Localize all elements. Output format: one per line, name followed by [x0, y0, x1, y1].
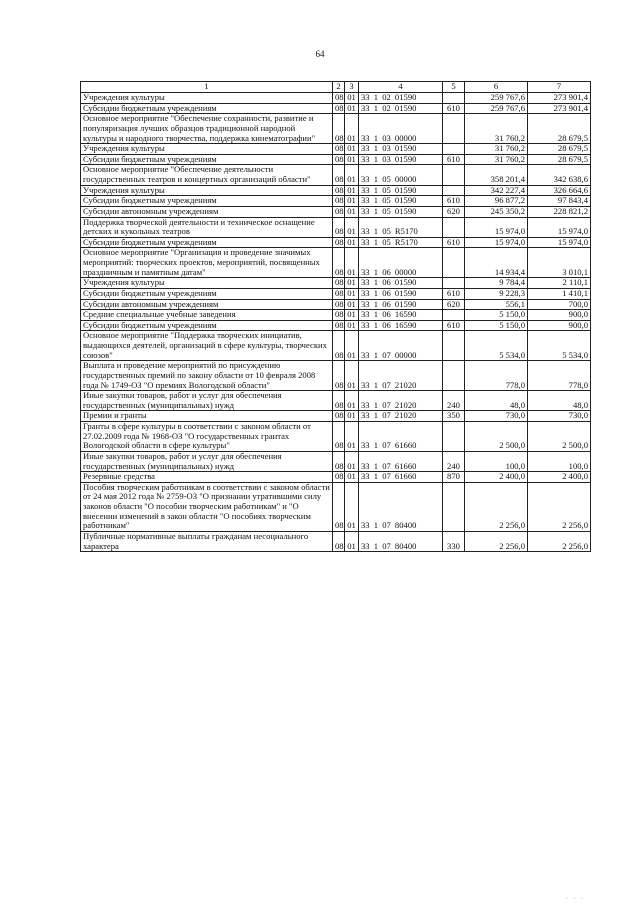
target-article-cell: 33 1 07 80400 [359, 482, 443, 531]
target-article-cell: 33 1 06 01590 [359, 288, 443, 299]
table-row [81, 93, 591, 104]
subsection-code-cell: 01 [345, 531, 359, 551]
row-name-cell: Учреждения культуры [81, 144, 333, 155]
amount-year2-cell: 273 901,4 [528, 93, 591, 104]
target-article-cell: 33 1 05 R5170 [359, 237, 443, 248]
expense-type-cell [443, 144, 465, 155]
row-name-cell: Премии и гранты [81, 411, 333, 422]
table-row [81, 320, 591, 331]
target-article-cell: 33 1 02 01590 [359, 93, 443, 104]
table-row [81, 196, 591, 207]
section-code-cell: 08 [333, 299, 345, 310]
amount-year1-cell: 2 256,0 [465, 482, 528, 531]
section-code-cell: 08 [333, 391, 345, 411]
row-name-cell: Пособия творческим работникам в соответствии с законом области от 24 мая 2012 года № 2759-ОЗ "О признании утратившими силу законов области "О пособии творческим работникам" и "О внесении изменений в закон области "О пособиях творческим работникам" [81, 482, 333, 531]
row-name-cell: Субсидии бюджетным учреждениям [81, 103, 333, 114]
amount-year1-cell: 5 150,0 [465, 310, 528, 321]
page-footer-mark: · · · [566, 896, 585, 902]
amount-year1-cell: 730,0 [465, 411, 528, 422]
target-article-cell: 33 1 05 00000 [359, 165, 443, 185]
amount-year1-cell: 358 201,4 [465, 165, 528, 185]
row-name-cell: Основное мероприятие "Поддержка творческих инициатив, выдающихся деятелей, организаций в сфере культуры, творческих союзов" [81, 331, 333, 361]
row-name-cell: Учреждения культуры [81, 93, 333, 104]
amount-year2-cell: 778,0 [528, 361, 591, 391]
column-header: 2 [333, 82, 345, 93]
subsection-code-cell: 01 [345, 391, 359, 411]
subsection-code-cell: 01 [345, 103, 359, 114]
table-row [81, 451, 591, 471]
expense-type-cell [443, 361, 465, 391]
subsection-code-cell: 01 [345, 196, 359, 207]
row-name-cell: Учреждения культуры [81, 185, 333, 196]
section-code-cell: 08 [333, 114, 345, 144]
target-article-cell: 33 1 06 01590 [359, 278, 443, 289]
section-code-cell: 08 [333, 310, 345, 321]
amount-year2-cell: 1 410,1 [528, 288, 591, 299]
subsection-code-cell: 01 [345, 472, 359, 483]
target-article-cell: 33 1 03 01590 [359, 154, 443, 165]
target-article-cell: 33 1 05 R5170 [359, 217, 443, 237]
row-name-cell: Субсидии бюджетным учреждениям [81, 288, 333, 299]
section-code-cell: 08 [333, 144, 345, 155]
expense-type-cell: 240 [443, 451, 465, 471]
amount-year1-cell: 15 974,0 [465, 237, 528, 248]
subsection-code-cell: 01 [345, 299, 359, 310]
amount-year2-cell: 28 679,5 [528, 144, 591, 155]
section-code-cell: 08 [333, 472, 345, 483]
expense-type-cell: 240 [443, 391, 465, 411]
section-code-cell: 08 [333, 320, 345, 331]
column-header: 4 [359, 82, 443, 93]
expense-type-cell [443, 248, 465, 278]
amount-year1-cell: 48,0 [465, 391, 528, 411]
row-name-cell: Иные закупки товаров, работ и услуг для обеспечения государственных (муниципальных) нужд [81, 391, 333, 411]
table-row [81, 278, 591, 289]
table-row [81, 154, 591, 165]
table-row [81, 422, 591, 452]
target-article-cell: 33 1 07 00000 [359, 331, 443, 361]
section-code-cell: 08 [333, 237, 345, 248]
amount-year2-cell: 97 843,4 [528, 196, 591, 207]
subsection-code-cell: 01 [345, 422, 359, 452]
section-code-cell: 08 [333, 361, 345, 391]
expense-type-cell [443, 422, 465, 452]
amount-year1-cell: 778,0 [465, 361, 528, 391]
table-row [81, 472, 591, 483]
subsection-code-cell: 01 [345, 206, 359, 217]
table-row [81, 531, 591, 551]
expense-type-cell [443, 114, 465, 144]
table-row [81, 248, 591, 278]
expense-type-cell: 610 [443, 237, 465, 248]
amount-year2-cell: 100,0 [528, 451, 591, 471]
amount-year1-cell: 15 974,0 [465, 217, 528, 237]
amount-year1-cell: 9 784,4 [465, 278, 528, 289]
table-row [81, 217, 591, 237]
section-code-cell: 08 [333, 154, 345, 165]
amount-year2-cell: 342 638,6 [528, 165, 591, 185]
amount-year2-cell: 2 500,0 [528, 422, 591, 452]
section-code-cell: 08 [333, 422, 345, 452]
expense-type-cell [443, 482, 465, 531]
row-name-cell: Гранты в сфере культуры в соответствии с законом области от 27.02.2009 года № 1968-ОЗ "О государственных грантах Вологодской области в сфере культуры" [81, 422, 333, 452]
table-row [81, 331, 591, 361]
table-row [81, 144, 591, 155]
expense-type-cell [443, 185, 465, 196]
amount-year2-cell: 15 974,0 [528, 217, 591, 237]
subsection-code-cell: 01 [345, 320, 359, 331]
amount-year2-cell: 3 010,1 [528, 248, 591, 278]
amount-year1-cell: 5 534,0 [465, 331, 528, 361]
row-name-cell: Основное мероприятие "Обеспечение сохранности, развитие и популяризация лучших образцов традиционной народной культуры и народного творчества, поддержка кинематографии" [81, 114, 333, 144]
amount-year2-cell: 48,0 [528, 391, 591, 411]
section-code-cell: 08 [333, 185, 345, 196]
amount-year2-cell: 700,0 [528, 299, 591, 310]
row-name-cell: Субсидии бюджетным учреждениям [81, 320, 333, 331]
table-row [81, 361, 591, 391]
column-header: 3 [345, 82, 359, 93]
subsection-code-cell: 01 [345, 248, 359, 278]
amount-year1-cell: 31 760,2 [465, 114, 528, 144]
target-article-cell: 33 1 07 61660 [359, 422, 443, 452]
row-name-cell: Публичные нормативные выплаты гражданам несоциального характера [81, 531, 333, 551]
amount-year2-cell: 28 679,5 [528, 114, 591, 144]
expense-type-cell [443, 310, 465, 321]
amount-year2-cell: 273 901,4 [528, 103, 591, 114]
amount-year2-cell: 326 664,6 [528, 185, 591, 196]
row-name-cell: Учреждения культуры [81, 278, 333, 289]
section-code-cell: 08 [333, 103, 345, 114]
amount-year2-cell: 2 400,0 [528, 472, 591, 483]
row-name-cell: Основное мероприятие "Обеспечение деятельности государственных театров и концертных организаций области" [81, 165, 333, 185]
target-article-cell: 33 1 07 61660 [359, 472, 443, 483]
section-code-cell: 08 [333, 165, 345, 185]
page-number: 64 [315, 49, 325, 59]
amount-year1-cell: 9 228,3 [465, 288, 528, 299]
expense-type-cell [443, 278, 465, 289]
subsection-code-cell: 01 [345, 451, 359, 471]
target-article-cell: 33 1 07 80400 [359, 531, 443, 551]
row-name-cell: Средние специальные учебные заведения [81, 310, 333, 321]
table-row [81, 237, 591, 248]
subsection-code-cell: 01 [345, 411, 359, 422]
expense-type-cell: 610 [443, 154, 465, 165]
amount-year2-cell: 900,0 [528, 320, 591, 331]
section-code-cell: 08 [333, 482, 345, 531]
section-code-cell: 08 [333, 93, 345, 104]
expense-type-cell: 610 [443, 196, 465, 207]
target-article-cell: 33 1 06 00000 [359, 248, 443, 278]
target-article-cell: 33 1 05 01590 [359, 185, 443, 196]
amount-year1-cell: 342 227,4 [465, 185, 528, 196]
row-name-cell: Субсидии бюджетным учреждениям [81, 154, 333, 165]
table-row [81, 288, 591, 299]
amount-year1-cell: 31 760,2 [465, 144, 528, 155]
table-row [81, 103, 591, 114]
section-code-cell: 08 [333, 288, 345, 299]
section-code-cell: 08 [333, 196, 345, 207]
row-name-cell: Иные закупки товаров, работ и услуг для обеспечения государственных (муниципальных) нужд [81, 451, 333, 471]
subsection-code-cell: 01 [345, 93, 359, 104]
section-code-cell: 08 [333, 217, 345, 237]
target-article-cell: 33 1 06 16590 [359, 310, 443, 321]
subsection-code-cell: 01 [345, 114, 359, 144]
subsection-code-cell: 01 [345, 144, 359, 155]
budget-table [80, 81, 591, 552]
amount-year1-cell: 14 934,4 [465, 248, 528, 278]
section-code-cell: 08 [333, 331, 345, 361]
amount-year2-cell: 228 821,2 [528, 206, 591, 217]
subsection-code-cell: 01 [345, 278, 359, 289]
row-name-cell: Субсидии бюджетным учреждениям [81, 196, 333, 207]
section-code-cell: 08 [333, 531, 345, 551]
expense-type-cell: 610 [443, 103, 465, 114]
expense-type-cell: 610 [443, 288, 465, 299]
target-article-cell: 33 1 03 01590 [359, 144, 443, 155]
table-row [81, 165, 591, 185]
expense-type-cell: 330 [443, 531, 465, 551]
expense-type-cell [443, 217, 465, 237]
table-row [81, 185, 591, 196]
table-row [81, 206, 591, 217]
target-article-cell: 33 1 07 21020 [359, 391, 443, 411]
subsection-code-cell: 01 [345, 237, 359, 248]
column-header: 7 [528, 82, 591, 93]
amount-year1-cell: 2 256,0 [465, 531, 528, 551]
amount-year2-cell: 15 974,0 [528, 237, 591, 248]
section-code-cell: 08 [333, 451, 345, 471]
amount-year2-cell: 2 110,1 [528, 278, 591, 289]
amount-year2-cell: 900,0 [528, 310, 591, 321]
column-header: 6 [465, 82, 528, 93]
section-code-cell: 08 [333, 278, 345, 289]
table-row [81, 411, 591, 422]
row-name-cell: Основное мероприятие "Организация и проведение значимых мероприятий: творческих проектов, мероприятий, посвященных праздничным и памятным датам" [81, 248, 333, 278]
amount-year2-cell: 28 679,5 [528, 154, 591, 165]
table-row [81, 391, 591, 411]
target-article-cell: 33 1 06 16590 [359, 320, 443, 331]
column-header: 1 [81, 82, 333, 93]
amount-year1-cell: 259 767,6 [465, 93, 528, 104]
subsection-code-cell: 01 [345, 185, 359, 196]
amount-year1-cell: 556,1 [465, 299, 528, 310]
amount-year2-cell: 730,0 [528, 411, 591, 422]
target-article-cell: 33 1 05 01590 [359, 196, 443, 207]
table-row [81, 310, 591, 321]
table-row [81, 299, 591, 310]
table-row [81, 114, 591, 144]
expense-type-cell: 870 [443, 472, 465, 483]
target-article-cell: 33 1 07 21020 [359, 361, 443, 391]
amount-year2-cell: 5 534,0 [528, 331, 591, 361]
row-name-cell: Поддержка творческой деятельности и техническое оснащение детских и кукольных театров [81, 217, 333, 237]
amount-year1-cell: 2 400,0 [465, 472, 528, 483]
expense-type-cell: 620 [443, 206, 465, 217]
subsection-code-cell: 01 [345, 217, 359, 237]
subsection-code-cell: 01 [345, 482, 359, 531]
target-article-cell: 33 1 02 01590 [359, 103, 443, 114]
target-article-cell: 33 1 06 01590 [359, 299, 443, 310]
expense-type-cell: 620 [443, 299, 465, 310]
row-name-cell: Выплата и проведение мероприятий по присуждению государственных премий по закону области от 10 февраля 2008 года № 1749-ОЗ "О премиях Вологодской области" [81, 361, 333, 391]
target-article-cell: 33 1 07 21020 [359, 411, 443, 422]
expense-type-cell [443, 93, 465, 104]
amount-year1-cell: 5 150,0 [465, 320, 528, 331]
target-article-cell: 33 1 03 00000 [359, 114, 443, 144]
expense-type-cell: 350 [443, 411, 465, 422]
target-article-cell: 33 1 07 61660 [359, 451, 443, 471]
expense-type-cell [443, 331, 465, 361]
row-name-cell: Резервные средства [81, 472, 333, 483]
expense-type-cell: 610 [443, 320, 465, 331]
amount-year1-cell: 259 767,6 [465, 103, 528, 114]
subsection-code-cell: 01 [345, 331, 359, 361]
amount-year1-cell: 2 500,0 [465, 422, 528, 452]
subsection-code-cell: 01 [345, 154, 359, 165]
row-name-cell: Субсидии автономным учреждениям [81, 206, 333, 217]
amount-year2-cell: 2 256,0 [528, 531, 591, 551]
section-code-cell: 08 [333, 206, 345, 217]
subsection-code-cell: 01 [345, 288, 359, 299]
section-code-cell: 08 [333, 411, 345, 422]
table-header-row [81, 82, 591, 93]
amount-year1-cell: 31 760,2 [465, 154, 528, 165]
amount-year1-cell: 245 350,2 [465, 206, 528, 217]
subsection-code-cell: 01 [345, 361, 359, 391]
column-header: 5 [443, 82, 465, 93]
section-code-cell: 08 [333, 248, 345, 278]
amount-year1-cell: 100,0 [465, 451, 528, 471]
target-article-cell: 33 1 05 01590 [359, 206, 443, 217]
amount-year2-cell: 2 256,0 [528, 482, 591, 531]
amount-year1-cell: 96 877,2 [465, 196, 528, 207]
subsection-code-cell: 01 [345, 165, 359, 185]
row-name-cell: Субсидии бюджетным учреждениям [81, 237, 333, 248]
expense-type-cell [443, 165, 465, 185]
subsection-code-cell: 01 [345, 310, 359, 321]
row-name-cell: Субсидии автономным учреждениям [81, 299, 333, 310]
table-row [81, 482, 591, 531]
